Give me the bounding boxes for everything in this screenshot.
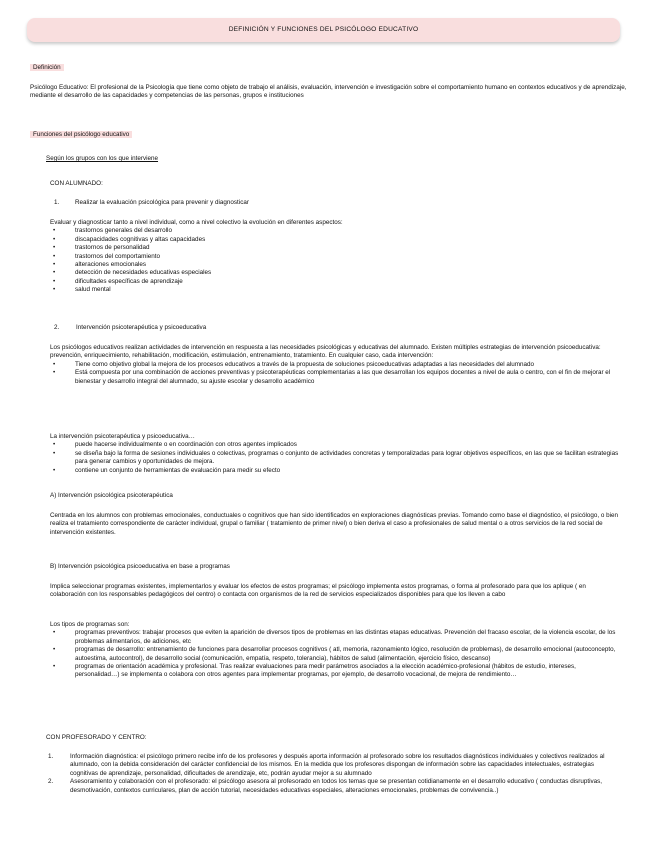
- list-item: • se diseña bajo la forma de sesiones individuales o colectivas, programas o conjunto de actividades concretas y temporalizadas para lograr objetivos específicos, en las que se facilitan estrategias para generar cambios y oportunidades de mejora.: [50, 450, 620, 467]
- la-intervencion-list: [50, 441, 620, 475]
- list-item: • programas preventivos: trabajar procesos que eviten la aparición de diversos tipos de problemas en las distintas etapas educativas. Prevención del fracaso escolar, de la violencia escolar, de los problemas alimentarios, de adiciones, etc: [50, 629, 620, 646]
- la-intervencion-block: [50, 433, 620, 475]
- list-item: • puede hacerse individualmente o en coordinación con otros agentes implicados: [50, 441, 620, 449]
- evaluar-intro: Evaluar y diagnosticar tanto a nivel individual, como a nivel colectivo la evolución en diferentes aspectos:: [50, 219, 343, 226]
- list-item: • trastornos generales del desarrollo: [50, 227, 628, 235]
- list-item: [46, 778, 622, 795]
- list-number: 1.: [48, 753, 54, 760]
- list-item: • dificultades específicas de aprendizaje: [50, 278, 628, 286]
- list-text: Asesoramiento y colaboración con el profesorado: el psicólogo asesora al profesorado en todos los temas que se presentan cotidianamente en el desarrollo educativo ( conductas disruptivas, desmotivación, contextos curriculares, plan de acción tutorial, necesidades educativas especiales, alteraciones emocionales, problemas de convivencia..): [70, 778, 603, 794]
- intervencion-block: [50, 344, 620, 386]
- list-item: • Tiene como objetivo global la mejora de los procesos educativos a través de la propuesta de soluciones psicoeducativas adaptadas a las necesidades del alumnado: [50, 361, 620, 369]
- item2-title: Intervención psicoterapéutica y psicoeducativa: [76, 324, 207, 331]
- intervencion-intro: Los psicólogos educativos realizan actividades de intervención en respuesta a las necesidades psicológicas y educativas del alumnado. Existen múltiples estrategias de intervención psicoeducativa: prevención, enriquecimiento, rehabilitación, modificación, estimulación, entrenamiento, tratamiento. En cualquier caso, cada intervención:: [50, 344, 601, 360]
- list-item: • programas de desarrollo: entrenamiento de funciones para desarrollar procesos cognitivos ( atl, memoria, razonamiento lógico, resolución de problemas), de desarrollo emocional (autoconcepto, autoestima, autocontrol), de desarrollo social (comunicación, empatía, respeto, tolerancia), hábitos de salud (alimentación, ejercicio físico, descanso): [50, 646, 620, 663]
- definicion-paragraph: Psicólogo Educativo: El profesional de la Psicología que tiene como objeto de trabajo el análisis, evaluación, intervención e investigación sobre el comportamiento humano en contextos educativos y de aprendizaje, mediante el desarrollo de las capacidades y competencias de las personas, grupos e instituciones: [30, 84, 627, 100]
- list-item: • trastornos del comportamiento: [50, 253, 628, 261]
- list-item: • programas de orientación académica y profesional. Tras realizar evaluaciones para medir parámetros asociados a la elección académico-profesional (hábitos de estudio, intereses, personalidad…) se implementa o colabora con otros agentes para implementar programas, por ejemplo, de desarrollo vocacional, de mejora de rendimiento…: [50, 663, 620, 680]
- la-intervencion-intro: La intervención psicoterapéutica y psicoeducativa…: [50, 433, 195, 440]
- list-item: • discapacidades cognitivas y altas capacidades: [50, 236, 628, 244]
- section-a-heading: A) Intervención psicológica psicoterapéutica: [50, 492, 173, 499]
- item1-number: 1.: [54, 199, 60, 206]
- list-item: • alteraciones emocionales: [50, 261, 628, 269]
- list-text: Información diagnóstica: el psicólogo primero recibe info de los profesores y después aporta información al profesorado sobre los resultados diagnósticos individuales y colectivos realizados al alumnado, con la debida consideración del carácter confidencial de los mismos. En la medida que los profesores dispongan de información sobre las capacidades intelectuales, estrategias cognitivas de aprendizaje, personalidad, dificultades de arendizaje, etc, podrán ayudar mejor a su alumnado: [70, 753, 605, 777]
- list-item: • detección de necesidades educativas especiales: [50, 269, 628, 277]
- list-item: • contiene un conjunto de herramientas de evaluación para medir su efecto: [50, 467, 620, 475]
- item1-title: Realizar la evaluación psicológica para prevenir y diagnosticar: [75, 199, 249, 206]
- intervencion-list: [50, 361, 620, 386]
- evaluar-block: [50, 219, 628, 295]
- con-alumnado-heading: CON ALUMNADO:: [50, 180, 103, 187]
- page-title: DEFINICIÓN Y FUNCIONES DEL PSICÓLOGO EDUCATIVO: [228, 25, 419, 33]
- list-item: [46, 753, 622, 778]
- section-b-heading: B) Intervención psicológica psicoeducativa en base a programas: [50, 563, 230, 570]
- evaluar-list: [50, 227, 628, 294]
- tipos-intro: Los tipos de programas son:: [50, 621, 130, 628]
- definicion-heading: Definición: [30, 64, 64, 72]
- title-banner: [27, 18, 620, 42]
- profesorado-list: [46, 753, 622, 795]
- item2-number: 2.: [54, 324, 60, 331]
- list-item: • salud mental: [50, 286, 628, 294]
- list-item: • Está compuesta por una combinación de acciones preventivas y psicoterapéuticas complementarias a las que desarrollan los equipos docentes a nivel de aula o centro, con el fin de mejorar el bienestar y desarrollo integral del alumnado, su ajuste escolar y desarrollo académico: [50, 369, 620, 386]
- section-b-text: Implica seleccionar programas existentes, implementarlos y evaluar los efectos de estos programas; el psicólogo implementa estos programas, o forma al profesorado para que los aplique ( en colaboración con los responsables pedagógicos del centro) o contacta con organismos de la red de servicios especializados disponibles para que los lleven a cabo: [50, 583, 586, 599]
- funciones-heading: Funciones del psicólogo educativo: [30, 131, 132, 139]
- tipos-block: [50, 621, 620, 680]
- segun-heading: Según los grupos con los que interviene: [46, 155, 159, 162]
- list-number: 2.: [48, 778, 54, 786]
- list-item: • trastornos de personalidad: [50, 244, 628, 252]
- con-profesorado-heading: CON PROFESORADO Y CENTRO:: [46, 734, 147, 741]
- tipos-list: [50, 629, 620, 679]
- section-a-text: Centrada en los alumnos con problemas emocionales, conductuales o cognitivos que han sido identificados en exploraciones diagnósticas previas. Tomando como base el diagnóstico, el psicólogo, o bien realiza el tratamiento correspondiente de carácter individual, grupal o familiar ( tratamiento de primer nivel) o bien deriva el caso a profesionales de salud mental o a otros servicios de la red social de intervención existentes.: [50, 512, 619, 536]
